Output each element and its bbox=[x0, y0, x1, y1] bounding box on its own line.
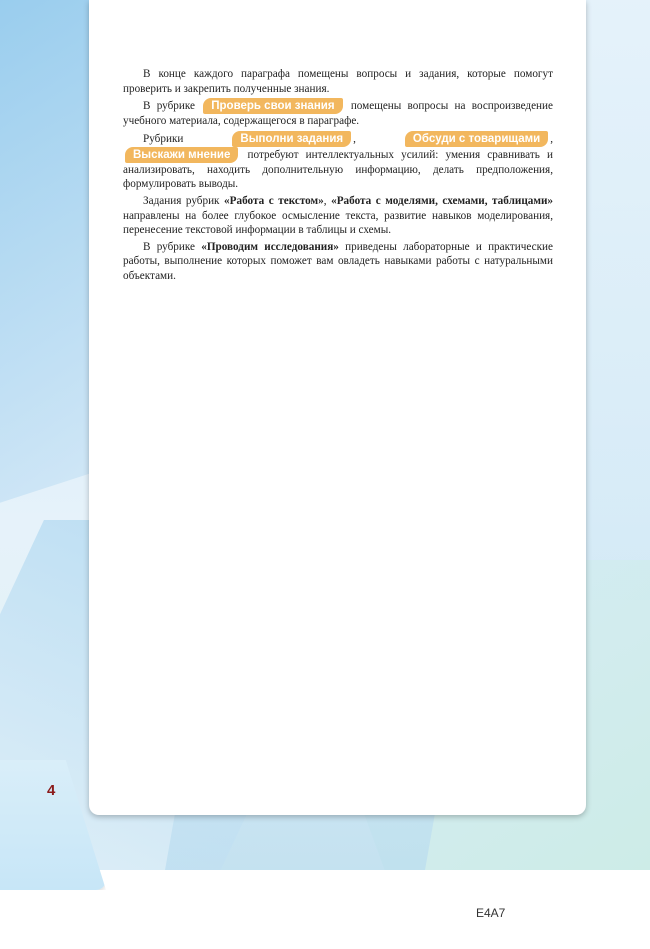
paragraph-5: В рубрике «Проводим исследования» приведены лабораторные и практические работы, выполнение которых поможет вам овладеть навыками работы с натуральными объектами. bbox=[123, 240, 553, 282]
paragraph-4: Задания рубрик «Работа с текстом», «Работа с моделями, схемами, таблицами» направлены на более глубокое осмысление текста, развитие навыков моделирования, перенесение текстовой информации в таблицы и схемы. bbox=[123, 194, 554, 237]
rubric-models-work: «Работа с моделями, схемами, таблицами» bbox=[331, 194, 554, 207]
rubric-research: «Проводим исследования» bbox=[201, 240, 339, 253]
page-number: 4 bbox=[47, 782, 56, 799]
footer-code: E4A7 bbox=[476, 906, 506, 920]
rubric-badge-opinion: Выскажи мнение bbox=[125, 147, 238, 163]
rubric-badge-do-tasks: Выполни задания bbox=[232, 131, 351, 147]
paragraph-3: Рубрики Выполни задания , Обсуди с товарищами , Выскажи мнение потребуют интеллектуальных усилий: умения сравнивать и анализировать, находить дополнительную информацию, делать предположения, формулировать выводы. bbox=[123, 132, 554, 191]
paragraph-2: В рубрике Проверь свои знания помещены вопросы на воспроизведение учебного материала, содержащегося в параграфе. bbox=[123, 100, 553, 128]
paragraph-1: В конце каждого параграфа помещены вопросы и задания, которые помогут проверить и закрепить полученные знания. bbox=[123, 68, 553, 95]
rubric-text-work: «Работа с текстом» bbox=[224, 194, 324, 207]
rubric-badge-discuss: Обсуди с товарищами bbox=[405, 131, 548, 147]
rubric-badge-check-knowledge: Проверь свои знания bbox=[203, 98, 342, 114]
document-body bbox=[123, 67, 553, 286]
